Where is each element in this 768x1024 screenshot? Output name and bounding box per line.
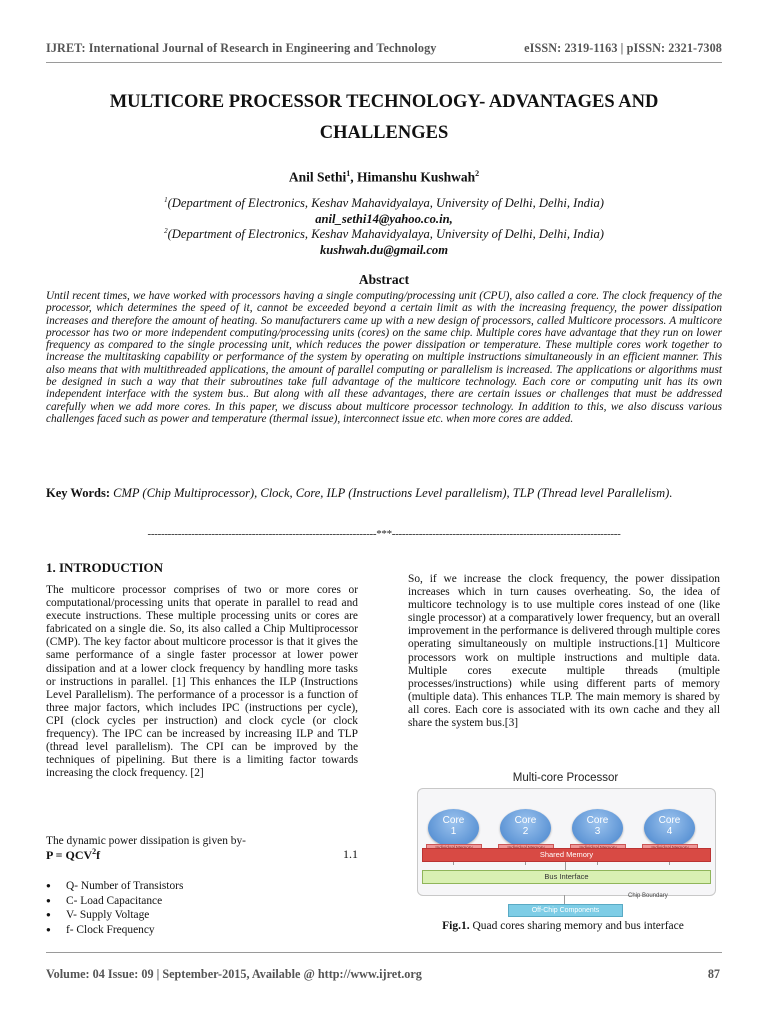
footer-rule (46, 952, 722, 953)
section-separator: --------------------------------------------------------------------***-------------------------------------------------------------------- (147, 528, 621, 540)
affiliation-1-sup: 1 (164, 196, 168, 204)
journal-header: IJRET: International Journal of Research in Engineering and Technology (46, 41, 437, 55)
author-sep: , (350, 169, 357, 185)
section-heading-introduction: 1. INTRODUCTION (46, 560, 164, 575)
figure-caption-label: Fig.1. (442, 920, 470, 932)
core-3: Core 3 (572, 809, 623, 847)
figure-title: Multi-core Processor (512, 772, 619, 784)
formula-number: 1.1 (343, 847, 358, 861)
connector (565, 862, 566, 870)
paper-title-line1: MULTICORE PROCESSOR TECHNOLOGY- ADVANTAGES AND (109, 92, 659, 112)
affiliation-2-sup: 2 (164, 227, 168, 235)
chip-boundary-box (417, 788, 716, 896)
list-item: ● f- Clock Frequency (46, 923, 183, 938)
keywords-label: Key Words: (46, 486, 111, 500)
figure-caption (408, 920, 718, 932)
abstract-text: Until recent times, we have worked with processors having a single computing/processing unit (CPU), also called a core. The clock frequency of the processor, which determines the speed of it, cannot be exceeded beyond a certain limit as with the increasing frequency, the power dissipation increases and therefore the amount of heating. So manufacturers came up with a new design of processors, called Multicore processors. A multicore processor has two or more independent computing/processing units (cores) on the same chip. Multiple cores have advantage that they run on lower frequency as compared to the single processing unit, which reduces the power dissipation or temperature. These multiple cores work together to increase the multitasking capability or performance of the system by operating on multiple instructions simultaneously in an efficient manner. This also means that with multithreaded applications, the amount of parallel computing or parallelism is increased. The applications or algorithms must be designed in such a way that their subroutines take full advantage of the multicore technology. Each core or computing unit has its own independent interface with the system bus.. But along with all these advantages, there are certain issues or challenges that must be addressed carefully when we add more cores. In this paper, we discuss about multicore processor technology. In addition to this, we also discuss various challenges faced such as power and temperature (thermal issue), interconnect issue etc. when more cores are added. (46, 290, 722, 425)
figure-multicore-diagram (413, 772, 718, 915)
list-item: ● V- Supply Voltage (46, 908, 183, 923)
list-item: ● C- Load Capacitance (46, 894, 183, 909)
author-2: Himanshu Kushwah (356, 169, 476, 185)
affiliation-2-text: (Department of Electronics, Keshav Mahavidyalaya, University of Delhi, Delhi, India) (167, 227, 604, 242)
off-chip-components: Off-Chip Components (508, 904, 623, 917)
page-number: 87 (707, 967, 720, 981)
intro-paragraph-1: The multicore processor comprises of two or more cores or computational/processing units that operate in parallel to read and execute instructions. These multiple processing units or cores are fabricated on a single die. So, its also called a Chip Multiprocessor (CMP). The key factor about multicore processor is that it gives the same performance of a single faster processor at lower power dissipation and at a lower clock frequency by handling more tasks or instructions in parallel. [1] This enhances the ILP (Instructions Level Parallelism). The performance of a processor is a function of three major factors, which includes IPC (instructions per cycle), CPI (clock cycles per instruction) and clock cycle (or clock frequency). The IPC can be increased by increasing ILP and TLP (thread level parallelism). The CPI can be improved by the techniques of pipelining. But there is a limiting factor towards increasing the clock frequency. [2] (46, 584, 358, 780)
paper-title-line2: CHALLENGES (319, 123, 449, 143)
variable-list (46, 879, 183, 937)
affiliation-2 (46, 227, 722, 242)
list-item: ● Q- Number of Transistors (46, 879, 183, 894)
header-rule (46, 62, 722, 63)
author-2-sup: 2 (475, 169, 480, 178)
chip-boundary-label: Chip Boundary (628, 893, 668, 899)
core-2: Core 2 (500, 809, 551, 847)
figure-caption-text: Quad cores sharing memory and bus interface (469, 920, 684, 932)
keywords-text: CMP (Chip Multiprocessor), Clock, Core, ILP (Instructions Level parallelism), TLP (Thread level Parallelism). (110, 486, 673, 500)
core-1: Core 1 (428, 809, 479, 847)
core-4: Core 4 (644, 809, 695, 847)
affiliation-1 (46, 196, 722, 211)
bus-interface-bar: Bus Interface (422, 870, 711, 884)
affiliation-1-text: (Department of Electronics, Keshav Mahavidyalaya, University of Delhi, Delhi, India) (167, 196, 604, 211)
shared-memory-bar: Shared Memory (422, 848, 711, 862)
formula-lhs: P = QCV (46, 848, 93, 862)
email-1: anil_sethi14@yahoo.co.in, (315, 212, 453, 226)
formula-rhs: f (96, 848, 101, 862)
author-1-sup: 1 (346, 169, 351, 178)
intro-right-paragraph: So, if we increase the clock frequency, the power dissipation increases which in turn causes overheating. So, the idea of multicore technology is to use multiple cores instead of one (like single processor) at a comparatively lower frequency, but an overall improvement in the performance is delivered through multiple cores operating simultaneously on multiple instructions.[1] Multicore processors work on multiple instructions and multiple data. Multiple cores execute multiple threads (multiple processes/instructions) while using different parts of memory (multiple data). This enhances TLP. The main memory is shared by all cores. Each core is associated with its own cache and they all share the system bus.[3] (408, 573, 720, 730)
power-formula (46, 847, 358, 863)
email-2: kushwah.du@gmail.com (319, 243, 449, 257)
formula-exponent: 2 (92, 847, 97, 856)
author-1: Anil Sethi (288, 169, 347, 185)
connector (564, 895, 565, 904)
abstract-heading: Abstract (358, 272, 410, 287)
footer-volume: Volume: 04 Issue: 09 | September-2015, Available @ http://www.ijret.org (46, 967, 422, 981)
authors (46, 169, 722, 186)
issn-header: eISSN: 2319-1163 | pISSN: 2321-7308 (524, 41, 722, 55)
intro-paragraph-2: The dynamic power dissipation is given by- (46, 835, 246, 847)
keywords (46, 483, 722, 504)
